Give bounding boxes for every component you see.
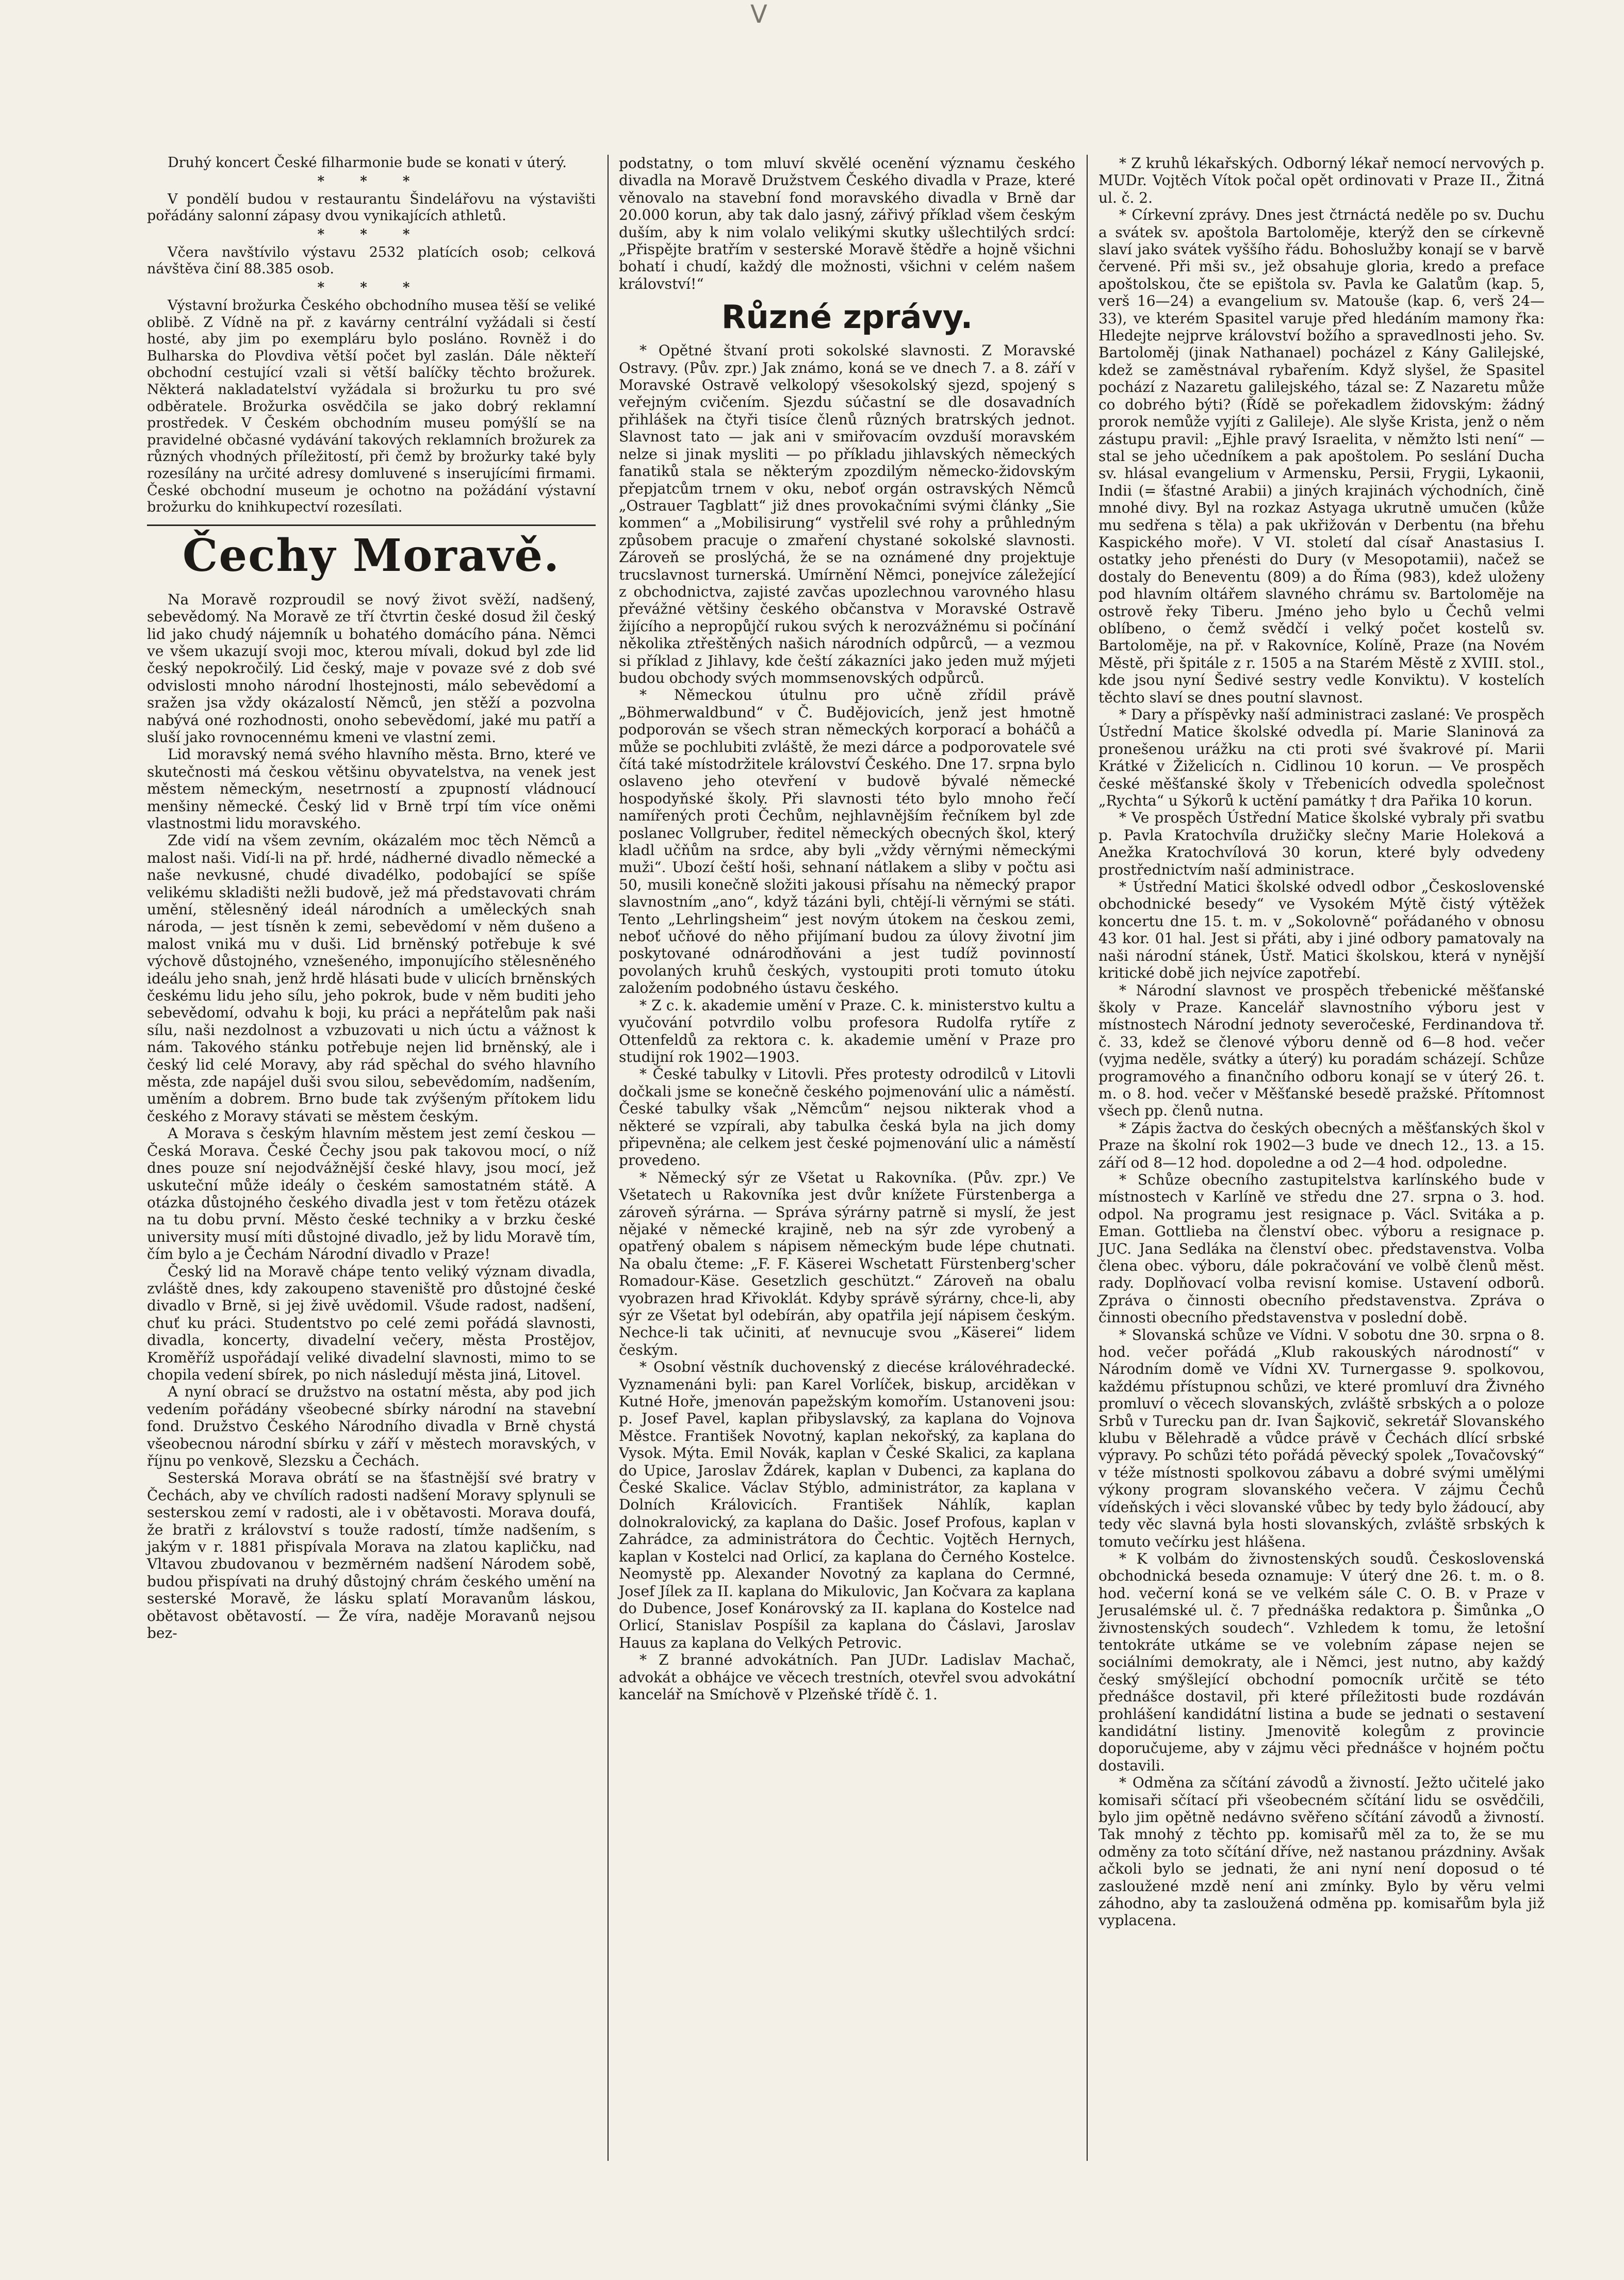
news-item: * Církevní zprávy. Dnes jest čtrnáctá neděle po sv. Duchu a svátek sv. apoštola Bartoloměje, kterýž den se církevně slaví jako svátek vyššího řádu. Bohoslužby konají se v barvě červené. Při mši sv., jež obsahuje gloria, kredo a preface apoštolskou, čte se epištola sv. Pavla ke Galatům (kap. 5, verš 16—24) a evangelium sv. Matouše (kap. 6, verš 24—33), ve kterém Spasitel varuje před hledáním mamony řka: Hledejte nejprve království božího a spravedlnosti jeho. Sv. Bartoloměj (jinak Nathanael) pocházel z Kány Galilejské, kdež se zaměstnával rybařením. Když slyšel, že Spasitel pochází z Nazaretu galilejského, tázal se: Z Nazaretu může co dobrého býti? (Řídě se pořekadlem židovským: žádný prorok nemůže vyjíti z Galileje). Ale slyše Krista, jenž o něm zástupu pravil: „Ejhle pravý Israelita, v němžto lsti není“ — stal se jeho učedníkem a pak apoštolem. Po seslání Ducha sv. hlásal evangelium v Armensku, Persii, Frygii, Lykaonii, Indii (= šťastné Arabii) a jiných krajinách východních, čině mnohé divy. Byl na rozkaz Astyaga ukrutně umučen (kůže mu sedřena s těla) a pak ukřižován v Derbentu (na břehu Kaspického moře). V VI. století dal císař Anastasius I. ostatky jeho přenésti do Dury (v Mesopotamii), načež se dostaly do Beneventu (809) a do Říma (983), kdež uloženy pod hlavním oltářem slavného chrámu sv. Bartoloměje na ostrově řeky Tiberu. Jméno jeho bylo u Čechů velmi oblíbeno, o čemž svědčí i velký počet kostelů sv. Bartoloměje, na př. v Rakovníce, Kolíně, Praze (na Novém Městě, při špitále z r. 1505 a na Starém Městě z XVIII. stol., kde jsou nyní Šedivé sestry vedle Konviktu). V kostelích těchto slaví se dnes poutní slavnost. <box>1098 206 1545 706</box>
column-right <box>1098 155 1545 1929</box>
separator: * * * <box>317 226 425 242</box>
column-left <box>147 155 596 1642</box>
separator: * * * <box>317 280 425 296</box>
news-item: * Odměna za sčítání závodů a živností. Ježto učitelé jako komisaři sčítací při všeobecném sčítání lidu se osvědčili, bylo jim opětně nedávno svěřeno sčítání závodů a živností. Tak mnohý z těchto pp. komisařů měl za to, že se mu odměny za toto sčítání dříve, než nastanou prázdniny. Avšak ačkoli bylo se jednati, že ani nyní není doposud o té zasloužené mzdě není ani zmínky. Bylo by věru velmi záhodno, aby ta zasloužená odměna pp. komisařům byla již vyplacena. <box>1098 1774 1545 1929</box>
section-heading: Různé zprávy. <box>721 298 973 336</box>
news-item: * Německý sýr ze Všetat u Rakovníka. (Pův. zpr.) Ve Všetatech u Rakovníka jest dvůr knížete Fürstenberga a zároveň sýrárna. — Správa sýrárny patrně si myslí, že jest nějaké v německé krajině, neb na sýr zde vyrobený a opatřený obalem s nápisem německým bude lépe chutnati. Na obalu čteme: „F. F. Käserei Wschetatt Fürstenberg'scher Romadour-Käse. Gesetzlich geschützt.“ Zároveň na obalu vyobrazen hrad Křivoklát. Kdyby správě sýrárny, chce-li, aby sýr ze Všetat byl odebírán, aby opatřila její nápisem českým. Nechce-li tak učiniti, ať nevnucuje svou „Käserei“ lidem českým. <box>619 1169 1075 1358</box>
news-note: Druhý koncert České filharmonie bude se konati v úterý. <box>168 155 567 171</box>
news-note: Výstavní brožurka Českého obchodního musea těší se veliké oblibě. Z Vídně na př. z kavárny centrální vyžádali si čestí hosté, aby jim po exempláru bylo posláno. Rovněž i do Bulharska do Plovdiva větší počet byl zaslán. Dále někteří obchodní cestující vzali si větší balíčky těchto brožurek. Některá nakladatelství vyžádala si brožurku tu pro své odběratele. Brožurka osvědčila se jako dobrý reklamní prostředek. V Českém obchodním museu pomýšlí se na pravidelné občasné vydávání takových reklamních brožurek za různých vhodných příležitostí, při čemž by brožurky také byly rozesílány na určité adresy domluvené s inserujícími firmami. České obchodní museum je ochotno na požádání výstavní brožurku do knihkupectví rozesílati. <box>147 297 596 516</box>
news-item: * České tabulky v Litovli. Přes protesty odrodilců v Litovli dočkali jsme se konečně českého pojmenování ulic a náměstí. České tabulky však „Němcům“ nejsou nikterak vhod a některé se vzpírali, aby tabulka česká byla na jich domy připevněna; ale celkem jest české pojmenování ulic a náměstí provedeno. <box>619 1065 1075 1169</box>
news-item: * Osobní věstník duchovenský z diecése královéhradecké. Vyznamenáni byli: pan Karel Vorlíček, biskup, arciděkan v Kutné Hoře, jmenován papežským komořím. Ustanoveni jsou: p. Josef Pavel, kaplan přibyslavský, za kaplana do Vojnova Městce. František Novotný, kaplan nekořský, za kaplana do Vysok. Mýta. Emil Novák, kaplan v České Skalici, za kaplana do Upice, Jaroslav Ždárek, kaplan v Dubenci, za kaplana do České Skalice. Václav Stýblo, administrátor, za kaplana v Dolních Královicích. František Náhlík, kaplan dolnokralovický, za kaplana do Dašic. Josef Profous, kaplan v Zahrádce, za administrátora do Čechtic. Vojtěch Hernych, kaplan v Kostelci nad Orlicí, za kaplana do Černého Kostelce. Neomystě pp. Alexander Novotný za kaplana do Cermné, Josef Jílek za II. kaplana do Mikulovic, Jan Kočvara za kaplana do Dubence, Josef Konárovský za II. kaplana do Kostelce nad Orlicí, Stanislav Pospíšil za kaplana do Čáslavi, Jaroslav Hauus za kaplana do Velkých Petrovic. <box>619 1358 1075 1651</box>
news-item: * K volbám do živnostenských soudů. Československá obchodnická beseda oznamuje: V úterý dne 26. t. m. o 8. hod. večerní koná se ve velkém sále C. O. B. v Praze v Jerusalémské ul. č. 7 přednáška redaktora p. Šimůnka „O živnostenských soudech“. Vzhledem k tomu, že letošní tentokráte utkáme se ve volebním zápase nejen se sociálními demokraty, ale i Němci, jest nutno, aby každý český smýšlející obchodní pomocník určitě se této přednášce dostavil, při které příležitosti bude rozdáván prohlášení kandidátní listina a bude se jednati o sestavení kandidátní listiny. Jmenovitě kolegům z provincie doporučujeme, aby v zájmu věci přednášce v hojném počtu dostavili. <box>1098 1550 1545 1774</box>
news-item: * Opětné štvaní proti sokolské slavnosti. Z Moravské Ostravy. (Pův. zpr.) Jak známo, koná se ve dnech 7. a 8. září v Moravské Ostravě velkolopý všesokolský sjezd, spojený s veřejným cvičením. Sjezdu súčastní se dle dosavadních přihlášek na čtyři tisíce členů různých bratrských jednot. Slavnost tato — jak ani v smiřovacím ovzduší moravském nelze si jinak mysliti — po příkladu jihlavských německých fanatiků stala se některým zpozdilým německo-židovským přepjatcům trnem v oku, neboť orgán ostravských Němců „Ostrauer Tagblatt“ již dnes provokačními svými články „Sie kommen“ a „Mobilisirung“ vystřelil své rohy a průhledným způsobem pracuje o zmaření chystané sokolské slavnosti. Zároveň se proslýchá, že se na oznámené dny projektuje trucslavnost turnerská. Umírnění Němci, ponejvíce záležející z obchodnictva, zajisté zavčas upozlechnou varovného hlasu převážné většiny českého občanstva v Moravské Ostravě žijícího a nepropůjčí rukou svých k nerozvážnému si počínání několika ztřeštěných našich národních odpůrců, — a vezmou si příklad z Jihlavy, kde čeští zákazníci jako jeden muž mýjeti budou obchody svých mommsenovských odpůrců. <box>619 342 1075 686</box>
article-paragraph: Lid moravský nemá svého hlavního města. Brno, které ve skutečnosti má českou většinu obyvatelstva, na venek jest městem německým, nesetrností a zpupností vládnoucí menšiny německé. Český lid v Brně trpí tím více oněmi vlastnostmi lidu moravského. <box>147 746 596 832</box>
column-rule-left <box>608 155 609 2161</box>
article-paragraph: Zde vidí na všem zevním, okázalém moc těch Němců a malost naši. Vidí-li na př. hrdé, nádherné divadlo německé a naše nevkusné, chudé divadélko, podobající se spíše velikému skladišti nežli budově, jež má představovati chrám umění, stělesněný ideál národních a uměleckých snah národa, — jest tísněn k zemi, sebevědomí v něm dušeno a malost vniká mu v duši. Lid brněnský potřebuje k své výchově důstojného, vznešeného, imponujícího stělesněného ideálu jeho snah, jenž hrdě hlásati bude v ulicích brněnských českému lidu jeho sílu, jeho pokrok, bude v něm buditi jeho sebevědomí, odvahu k boji, ku práci a nepřátelům pak naši sílu, naši nezdolnost a vzbuzovati u nich úctu a vážnost k nám. Takového stánku potřebuje nejen lid brněnský, ale i český lid celé Moravy, aby rád spěchal do svého hlavního města, zde napájel duši svou silou, sebevědomím, nadšením, uměním a dobrem. Brno bude tak zvýšeným přítokem lidu českého z Moravy stávati se městem českým. <box>147 832 596 1125</box>
news-item: * Ústřední Matici školské odvedl odbor „Československé obchodnické besedy“ ve Vysokém Mýtě čistý výtěžek koncertu dne 15. t. m. v „Sokolovně“ pořádaného v obnosu 43 kor. 01 hal. Jest si přáti, aby i jiné odbory pamatovaly na naši národní stánek, Ústř. Matici školskou, která v nynější kritické době jich nejvíce zapotřebí. <box>1098 878 1545 982</box>
article-paragraph: Český lid na Moravě chápe tento veliký význam divadla, zvláště dnes, kdy zakoupeno staveniště pro důstojné české divadlo v Brně, si jej živě uvědomil. Všude radost, nadšení, chuť ku práci. Studentstvo po celé zemi pořádá slavnosti, divadla, koncerty, divadelní večery, města Prostějov, Kroměříž uspořádají veliké divadelní slavnosti, mimo to se chopila vedení sbírek, po nich následují města jiná, Litovel. <box>147 1262 596 1383</box>
news-note: V pondělí budou v restaurantu Šindelářovu na výstavišti pořádány salonní zápasy dvou vynikajících athletů. <box>147 191 596 224</box>
news-item: * Německou útulnu pro učně zřídil právě „Böhmerwaldbund“ v Č. Budějovicích, jenž jest hmotně podporován se všech stran německých korporací a boháčů a může se pochlubiti zvláště, že mezi dárce a podporovatele své čítá také místodržitele království Českého. Dne 17. srpna bylo oslaveno jeho otevření v budově bývalé německé hospodyňské školy. Při slavnosti této bylo mnoho řečí namířených proti Čechům, nejhlavnějším řečníkem byl zde poslanec Vollgruber, ředitel německých obecných škol, který kladl učňům na srdce, aby byli „vždy věrnými německými muži“. Ubozí čeští hoši, sehnaní nátlakem a sliby v počtu asi 50, musili konečně složiti jakousi přísahu na německý prapor slavnostním „ano“, když tázáni byli, chtějí-li věrnými se státi. Tento „Lehrlingsheim“ jest novým útokem na českou zemi, neboť učňové do něho přijímaní budou za úlovy životní jim poskytované odnárodňováni a jest tudíž povinností povolaných kruhů českých, vystoupiti proti tomuto útoku založením podobného ústavu českého. <box>619 686 1075 997</box>
separator: * * * <box>317 173 425 189</box>
article-paragraph: A Morava s českým hlavním městem jest zemí českou — Česká Morava. České Čechy jsou pak takovou mocí, o níž dnes pouze sní nejodvážnější české hlavy, jsou mocí, jež uskuteční může ideály o českém samostatném státě. A otázka důstojného českého divadla jest v tom řetězu otázek na tu dobu první. Město české techniky a v brzku české university musí míti důstojné divadlo, jež by lidu Moravě tím, čím bylo a je Čechám Národní divadlo v Praze! <box>147 1125 596 1263</box>
top-mark: V <box>750 0 767 29</box>
column-middle <box>619 155 1075 1703</box>
article-paragraph: Sesterská Morava obrátí se na šťastnější své bratry v Čechách, aby ve chvílích radosti nadšení Moravy splynuli se sesterskou zemí v radosti, ale i v obětavosti. Morava doufá, že bratři z království s touže radostí, tímže nadšením, s jakým v r. 1881 přispívala Morava na zlatou kapličku, nad Vltavou zbudovanou v bezměrném nadšení Národem sobě, budou přispívati na druhý důstojný chrám českého umění na sesterské Moravě, že lásku splatí Moravanům láskou, obětavost obětavostí. — Že víra, naděje Moravanů nejsou bez- <box>147 1469 596 1642</box>
article-heading: Čechy Moravě. <box>147 524 596 582</box>
news-item: * Slovanská schůze ve Vídni. V sobotu dne 30. srpna o 8. hod. večer pořádá „Klub rakouských národností“ v Národním domě ve Vídni XV. Turnergasse 9. spolkovou, každému přístupnou schůzi, ve které promluví dra Živného promluví o věcech slovanských, zvláště srbských a o poloze Srbů v Turecku pan dr. Ivan Šajkovič, sekretář Slovanského klubu v Bělehradě a vůdce právě v Čechách dlící srbské výpravy. Po schůzi této pořádá pěvecký spolek „Tovačovský“ v téže místnosti spolkovou zábavu a dobré svými umělými výkony program slovanského večera. V zájmu Čechů vídeňských i věci slovanské vůbec by tedy bylo žádoucí, aby tedy věc slavná byla hosti slovanských, zvláště srbských k tomuto večírku jest hlášena. <box>1098 1326 1545 1550</box>
article-paragraph: podstatny, o tom mluví skvělé ocenění významu českého divadla na Moravě Družstvem Českého divadla v Praze, které věnovalo na stavební fond moravského divadla v Brně dar 20.000 korun, aby tak dalo jasný, zářivý příklad všem českým duším, aby k nim volalo velikými skutky ušlechtilých srdcí: „Přispějte bratřím v sesterské Moravě štědře a hojně všichni bohatí i chudí, každý dle možnosti, všichni v celém našem království!“ <box>619 155 1075 292</box>
news-item: * Dary a příspěvky naší administraci zaslané: Ve prospěch Ústřední Matice školské odvedla pí. Marie Slaninová za pronešenou urážku na cti proti své švakrové pí. Marii Krátké v Žiželicích n. Cidlinou 10 korun. — Ve prospěch české měšťanské školy v Třebenicích odvedla společnost „Rychta“ u Sýkorů k uctění památky † dra Pařika 10 korun. <box>1098 706 1545 810</box>
news-item: * Národní slavnost ve prospěch třebenické měšťanské školy v Praze. Kancelář slavnostního výboru jest v místnostech Národní jednoty severočeské, Ferdinandova tř. č. 33, kdež se členové výboru denně od 6—8 hod. večer (vyjma neděle, svátky a úterý) ku poradám scházejí. Schůze programového a finančního odboru konají se v úterý 26. t. m. o 8. hod. večer v Měšťanské besedě pražské. Přítomnost všech pp. členů nutna. <box>1098 981 1545 1120</box>
news-note: Včera navštívilo výstavu 2532 platících osob; celková návštěva činí 88.385 osob. <box>147 244 596 277</box>
news-item: * Z c. k. akademie umění v Praze. C. k. ministerstvo kultu a vyučování potvrdilo volbu profesora Rudolfa rytíře z Ottenfeldů za rektora c. k. akademie umění v Praze pro studijní rok 1902—1903. <box>619 996 1075 1065</box>
article-paragraph: A nyní obrací se družstvo na ostatní města, aby pod jich vedením pořádány všeobecné sbírky národní na stavební fond. Družstvo Českého Národního divadla v Brně chystá všeobecnou národní sbírku v září v městech moravských, v říjnu po venkově, Slezsku a Čechách. <box>147 1383 596 1469</box>
article-paragraph: Na Moravě rozproudil se nový život svěží, nadšený, sebevědomý. Na Moravě ze tří čtvrtin české dosud žil český lid jako chudý nájemník u bohatého domácího pána. Němci ve všem ukazují svoji moc, kterou mívali, dokud byl zde lid český nepokročilý. Lid český, maje v povaze své z dob své odvislosti mnoho národní lhostejnosti, málo sebevědomí a sražen jsa vždy okázalostí Němců, jen stěží a pozvolna nabývá oné rozhodnosti, onoho sebevědomí, jaké mu patří a sluší jako rovnocennému kmeni ve vlastní zemi. <box>147 590 596 746</box>
news-item: * Z branné advokátních. Pan JUDr. Ladislav Machač, advokát a obhájce ve věcech trestních, otevřel svou advokátní kancelář na Smíchově v Plzeňské třídě č. 1. <box>619 1651 1075 1703</box>
news-item: * Zápis žactva do českých obecných a měšťanských škol v Praze na školní rok 1902—3 bude ve dnech 12., 13. a 15. září od 8—12 hod. dopoledne a od 2—4 hod. odpoledne. <box>1098 1119 1545 1171</box>
column-rule-right <box>1087 155 1088 2161</box>
news-item: * Schůze obecního zastupitelstva karlínského bude v místnostech v Karlíně ve středu dne 27. srpna o 3. hod. odpol. Na programu jest resignace p. Václ. Svitáka a p. Eman. Gottlieba na členství obec. výboru a resignace p. JUC. Jana Sedláka na členství obec. představenstva. Volba člena obec. výboru, dále pokračování ve volbě členů měst. rady. Doplňovací volba revisní komise. Ustavení odborů. Zpráva o činnosti obecního představenstva. Zpráva o činnosti obecního představenstva v poslední době. <box>1098 1171 1545 1326</box>
news-item: * Z kruhů lékařských. Odborný lékař nemocí nervových p. MUDr. Vojtěch Vítok počal opět ordinovati v Praze II., Žitná ul. č. 2. <box>1098 155 1545 206</box>
news-item: * Ve prospěch Ústřední Matice školské vybraly při svatbu p. Pavla Kratochvíla družičky slečny Marie Holeková a Anežka Kratochvílová 30 korun, které byly odvedeny prostřednictvím naší administrace. <box>1098 809 1545 878</box>
